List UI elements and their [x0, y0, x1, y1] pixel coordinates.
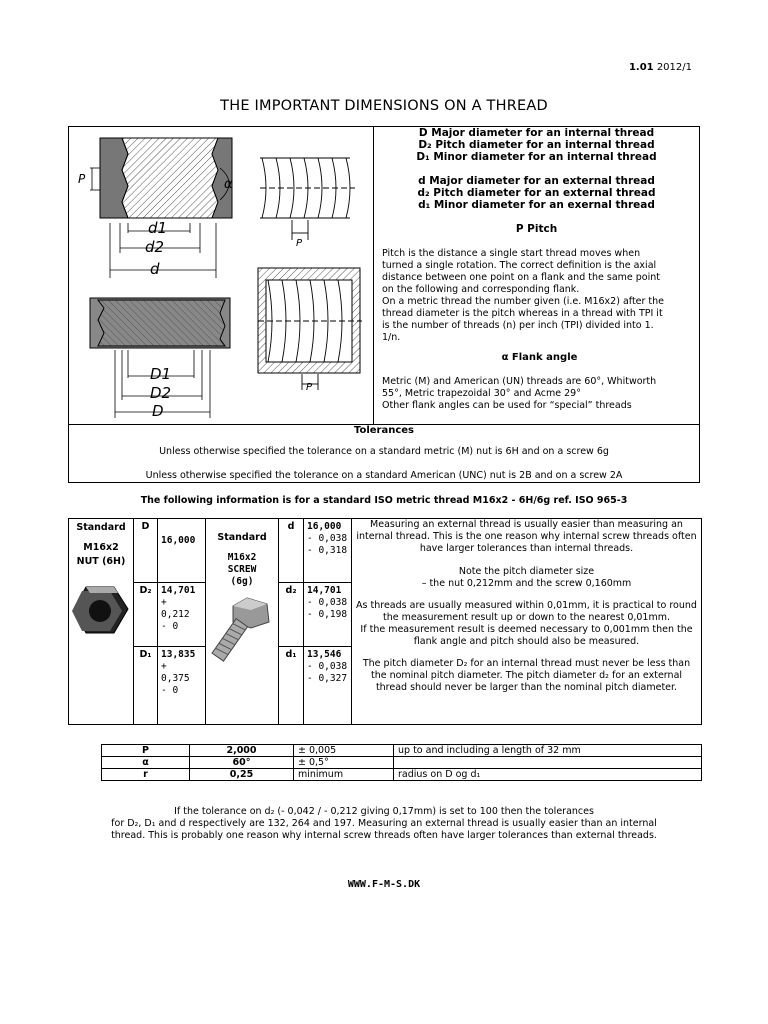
- nut-sym-D1: D₁: [134, 647, 158, 725]
- note-4: As threads are usually measured within 0,01mm, it is practical to round the measurement result up or down to the nearest 0,01mm.: [356, 600, 697, 623]
- document-version: [0, 62, 692, 73]
- screw-tol: - 0,038: [307, 533, 348, 544]
- screw-sym-d2: d₂: [279, 583, 304, 647]
- hex-bolt-icon: [209, 594, 275, 670]
- note-2: Note the pitch diameter size: [458, 566, 595, 577]
- nut-spec: M16x2: [83, 542, 119, 553]
- hex-nut-icon: [72, 583, 130, 639]
- label-alpha: α: [224, 177, 233, 192]
- screw-header-cell: [206, 519, 279, 725]
- flank-line: 55°, Metric trapezoidal 30° and Acme 29°: [382, 388, 581, 399]
- label-D: D: [152, 402, 164, 420]
- screw-val-d: [304, 519, 352, 583]
- tolerances-heading: Tolerances: [353, 425, 415, 436]
- flank-line: Metric (M) and American (UN) threads are 60°, Whitworth: [382, 376, 657, 387]
- version-number: 1.01: [628, 62, 654, 73]
- label-pitch-small-1: P: [296, 238, 303, 249]
- param-tol: minimum: [294, 769, 394, 781]
- nut-val-D: [158, 519, 206, 583]
- note-1: Measuring an external thread is usually easier than measuring an internal thread. This is the one reason why internal screw threads often have larger tolerances than internal threads.: [356, 519, 697, 554]
- screw-tol: - 0,038: [307, 661, 348, 672]
- pitch-line: is the number of threads (n) per inch (TPI) divided into 1.: [382, 320, 654, 331]
- nut-tol: - 0: [161, 685, 179, 696]
- page-title: THE IMPORTANT DIMENSIONS ON A THREAD: [220, 98, 548, 114]
- summary-line: for D₂, D₁ and d respectively are 132, 264 and 197. Measuring an external thread is usually easier than an internal: [111, 818, 657, 829]
- table-row: [102, 745, 702, 757]
- param-sym: r: [102, 769, 190, 781]
- pitch-explanation: [382, 248, 697, 344]
- label-d1: d1: [148, 219, 168, 237]
- nut-grade: NUT (6H): [76, 556, 126, 567]
- notes-cell: [352, 519, 702, 725]
- param-val: 0,25: [190, 769, 294, 781]
- note-6: The pitch diameter D₂ for an internal thread must never be less than the nominal pitch diameter. The pitch diameter d₂ for an external thread should never be larger than the nominal pitch diameter.: [362, 658, 691, 693]
- param-tol: ± 0,005: [294, 745, 394, 757]
- screw-val-d1: [304, 647, 352, 725]
- iso-info-line: The following information is for a standard ISO metric thread M16x2 - 6H/6g ref. ISO 965-3: [140, 495, 628, 506]
- pitch-line: thread diameter is the pitch whereas in a thread with TPI it: [382, 308, 663, 319]
- nut-tol: 0,212: [161, 609, 190, 620]
- tolerance-american: Unless otherwise specified the tolerance on a standard American (UNC) nut is 2B and on a screw 2A: [145, 470, 623, 481]
- pitch-line: distance between one point on a flank and the same point: [382, 272, 660, 283]
- version-date: 2012/1: [656, 62, 692, 73]
- tolerance-metric: Unless otherwise specified the tolerance on a standard metric (M) nut is 6H and on a screw 6g: [159, 446, 609, 457]
- param-note: radius on D og d₁: [394, 769, 702, 781]
- definition-d1: d₁ Minor diameter for an exernal thread: [418, 199, 655, 211]
- flank-angle-explanation: [382, 376, 697, 412]
- screw-tol: - 0,198: [307, 609, 348, 620]
- screw-spec: M16x2: [227, 552, 257, 563]
- param-note: up to and including a length of 32 mm: [394, 745, 702, 757]
- website-link[interactable]: WWW.F-M-S.DK: [347, 879, 421, 890]
- summary-line: thread. This is probably one reason why internal screw threads often have larger tolerances than external threads.: [111, 830, 657, 841]
- param-val: 2,000: [190, 745, 294, 757]
- screw-grade-2: (6g): [230, 576, 254, 587]
- note-5: If the measurement result is deemed necessary to 0,001mm then the flank angle and pitch should also be measured.: [360, 624, 693, 647]
- label-d: d: [150, 260, 160, 278]
- nut-val-D2: [158, 583, 206, 647]
- nut-sym-D2: D₂: [134, 583, 158, 647]
- label-pitch-small-2: P: [306, 382, 313, 393]
- screw-tol: - 0,038: [307, 597, 348, 608]
- pitch-line: 1/n.: [382, 332, 401, 343]
- screw-value: 16,000: [307, 521, 342, 532]
- screw-value: 13,546: [307, 649, 342, 660]
- screw-value: 14,701: [307, 585, 342, 596]
- screw-grade: SCREW: [227, 564, 257, 575]
- pitch-line: turned a single rotation. The correct definition is the axial: [382, 260, 657, 271]
- definition-pitch: P Pitch: [515, 223, 558, 235]
- table-row: [102, 757, 702, 769]
- screw-title: Standard: [217, 532, 267, 543]
- param-sym: α: [102, 757, 190, 769]
- screw-val-d2: [304, 583, 352, 647]
- table-row: [102, 769, 702, 781]
- param-tol: ± 0,5°: [294, 757, 394, 769]
- param-val: 60°: [190, 757, 294, 769]
- flank-angle-heading: α Flank angle: [501, 352, 578, 363]
- definition-D1: D₁ Minor diameter for an internal thread: [416, 151, 657, 163]
- definition-D2: D₂ Pitch diameter for an internal thread: [418, 139, 655, 151]
- screw-sym-d1: d₁: [279, 647, 304, 725]
- param-note: [394, 757, 702, 769]
- pitch-line: On a metric thread the number given (i.e. M16x2) after the: [382, 296, 665, 307]
- dimension-table: [68, 518, 702, 725]
- sheet-vertical-divider: [373, 126, 374, 424]
- pitch-line: Pitch is the distance a single start thread moves when: [382, 248, 641, 259]
- screw-tol: - 0,318: [307, 545, 348, 556]
- summary-line: If the tolerance on d₂ (- 0,042 / - 0,212 giving 0,17mm) is set to 100 then the tolerances: [174, 806, 594, 817]
- nut-title: Standard: [76, 522, 126, 533]
- definition-D: D Major diameter for an internal thread: [418, 127, 655, 139]
- pitch-line: on the following and corresponding flank.: [382, 284, 580, 295]
- note-3: – the nut 0,212mm and the screw 0,160mm: [421, 578, 632, 589]
- nut-value: 13,835: [161, 649, 196, 660]
- label-D1: D1: [150, 365, 172, 383]
- tolerance-summary: [68, 806, 700, 842]
- thread-profile-diagram: [70, 128, 370, 422]
- nut-val-D1: [158, 647, 206, 725]
- flank-line: Other flank angles can be used for “special” threads: [382, 400, 632, 411]
- label-d2: d2: [145, 238, 165, 256]
- param-sym: P: [102, 745, 190, 757]
- nut-sym-D: D: [134, 519, 158, 583]
- nut-value: 14,701: [161, 585, 196, 596]
- parameter-table: [101, 744, 702, 781]
- label-D2: D2: [150, 384, 172, 402]
- definition-d: d Major diameter for an external thread: [418, 175, 655, 187]
- label-pitch-p: P: [78, 172, 86, 186]
- definitions-list: [375, 127, 698, 235]
- nut-tol: 0,375: [161, 673, 190, 684]
- screw-sym-d: d: [279, 519, 304, 583]
- nut-tol: +: [161, 661, 167, 672]
- nut-tol: +: [161, 597, 167, 608]
- nut-header-cell: [69, 519, 134, 725]
- definition-d2: d₂ Pitch diameter for an external thread: [417, 187, 656, 199]
- screw-tol: - 0,327: [307, 673, 348, 684]
- nut-tol: - 0: [161, 621, 179, 632]
- nut-value: 16,000: [161, 535, 196, 546]
